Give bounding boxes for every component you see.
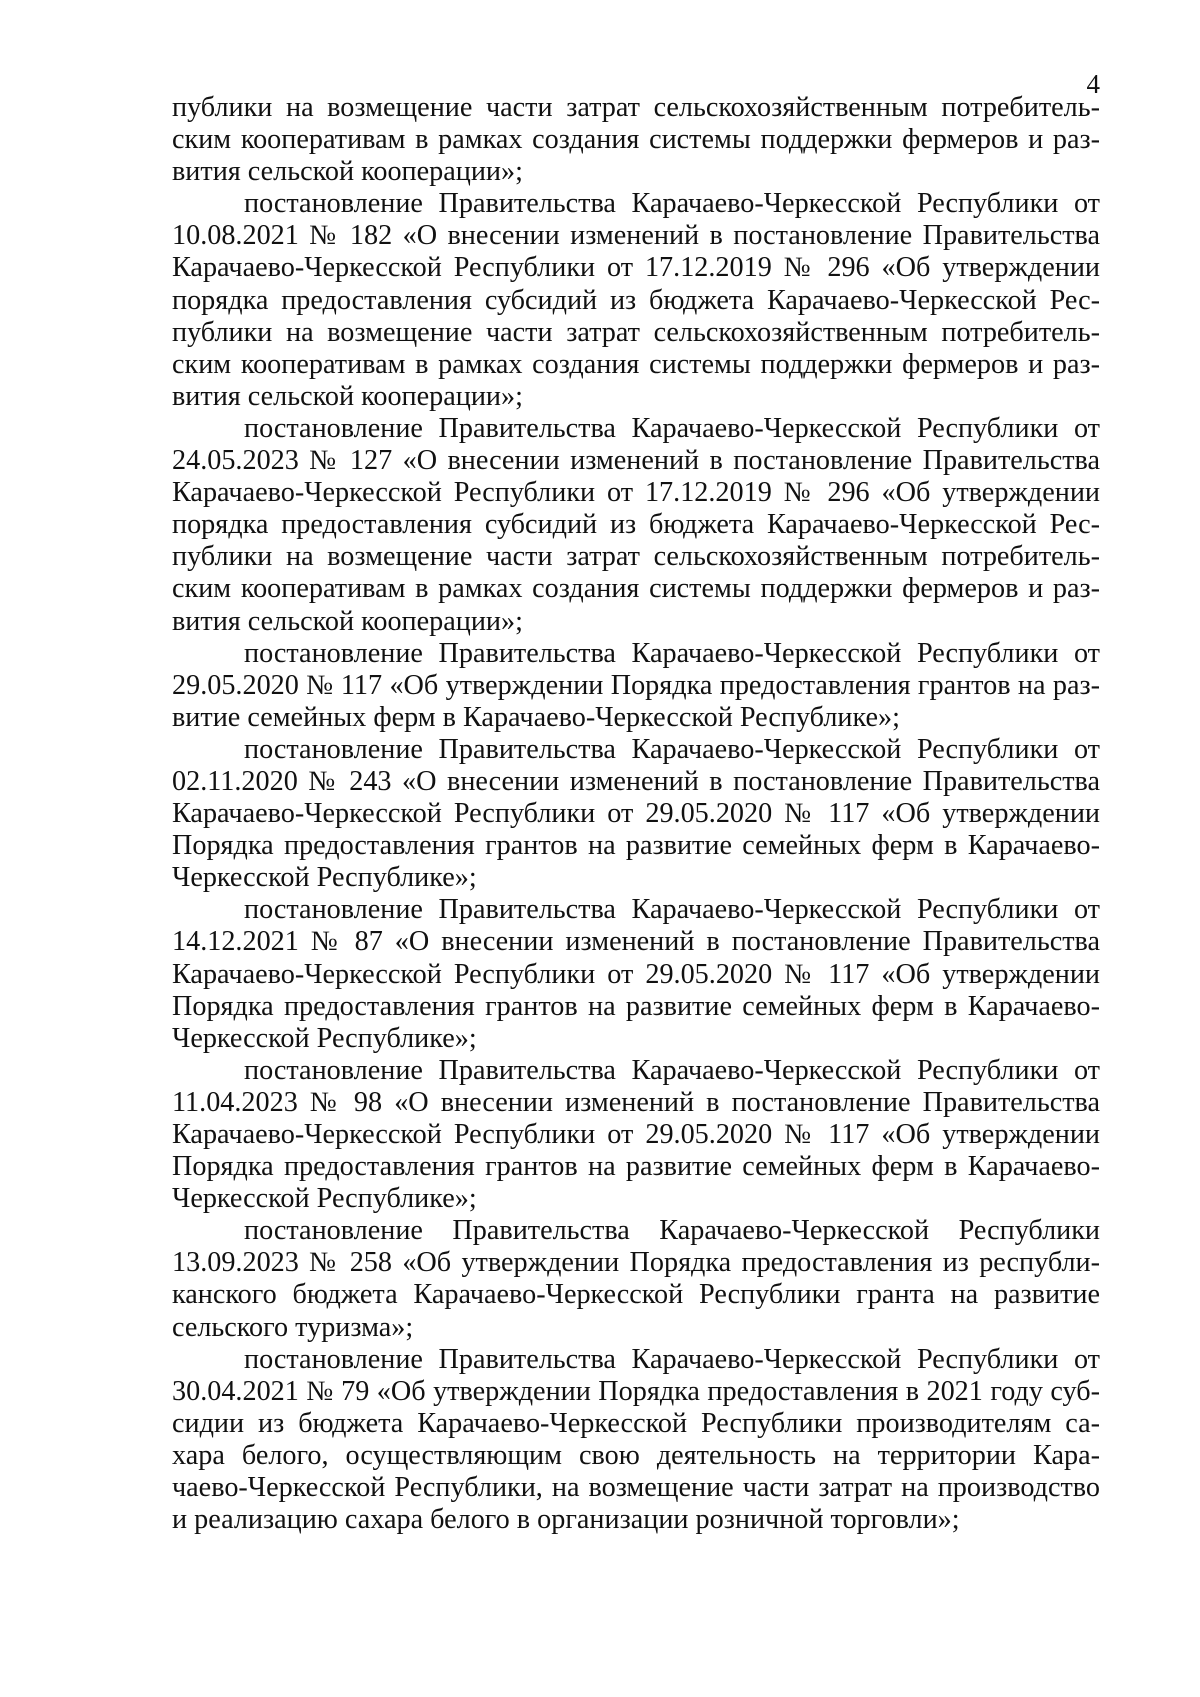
text-line: постановление Правительства Карачаево-Черкесской Республики от [244,733,1100,765]
text-line: порядка предоставления субсидий из бюджета Карачаево-Черкесской Рес- [172,284,1100,316]
text-line: ским кооперативам в рамках создания системы поддержки фермеров и раз- [172,573,1100,605]
text-line: постановление Правительства Карачаево-Черкесской Республики от [244,894,1100,926]
text-line: Порядка предоставления грантов на развитие семейных ферм в Карачаево- [172,1151,1100,1183]
text-line: ским кооперативам в рамках создания системы поддержки фермеров и раз- [172,124,1100,156]
text-line: постановление Правительства Карачаево-Черкесской Республики от [244,188,1100,220]
text-line: публики на возмещение части затрат сельскохозяйственным потребитель- [172,541,1100,573]
document-body [172,92,1100,1536]
text-line: 14.12.2021 № 87 «О внесении изменений в постановление Правительства [172,926,1100,958]
text-line: вития сельской кооперации»; [172,156,523,188]
text-line: сидии из бюджета Карачаево-Черкесской Республики производителям са- [172,1407,1100,1439]
text-line: Черкесской Республике»; [172,1022,477,1054]
text-line: 02.11.2020 № 243 «О внесении изменений в постановление Правительства [172,765,1100,797]
text-line: Черкесской Республике»; [172,862,477,894]
text-line: канского бюджета Карачаево-Черкесской Республики гранта на развитие [172,1279,1100,1311]
text-line: вития сельской кооперации»; [172,380,523,412]
page-number: 4 [1086,69,1100,99]
text-line: хара белого, осуществляющим свою деятельность на территории Кара- [172,1439,1100,1471]
text-line: постановление Правительства Карачаево-Черкесской Республики от [244,412,1100,444]
text-line: витие семейных ферм в Карачаево-Черкесской Республике»; [172,701,900,733]
text-line: постановление Правительства Карачаево-Черкесской Республики от [244,637,1100,669]
text-line: постановление Правительства Карачаево-Черкесской Республики от [244,1343,1100,1375]
text-line: Карачаево-Черкесской Республики от 29.05.2020 № 117 «Об утверждении [172,798,1100,830]
text-line: порядка предоставления субсидий из бюджета Карачаево-Черкесской Рес- [172,509,1100,541]
text-line: Карачаево-Черкесской Республики от 29.05.2020 № 117 «Об утверждении [172,958,1100,990]
text-line: публики на возмещение части затрат сельскохозяйственным потребитель- [172,92,1100,123]
text-line: 10.08.2021 № 182 «О внесении изменений в постановление Правительства [172,220,1100,252]
text-line: чаево-Черкесской Республики, на возмещение части затрат на производство [172,1472,1100,1504]
text-line: публики на возмещение части затрат сельскохозяйственным потребитель- [172,316,1100,348]
text-line: вития сельской кооперации»; [172,605,523,637]
text-line: Карачаево-Черкесской Республики от 29.05.2020 № 117 «Об утверждении [172,1119,1100,1150]
text-line: ским кооперативам в рамках создания системы поддержки фермеров и раз- [172,348,1100,380]
text-line: 13.09.2023 № 258 «Об утверждении Порядка предоставления из республи- [172,1247,1100,1279]
text-line: Черкесской Республике»; [172,1183,477,1215]
text-line: 11.04.2023 № 98 «О внесении изменений в постановление Правительства [172,1086,1100,1118]
text-line: Порядка предоставления грантов на развитие семейных ферм в Карачаево- [172,830,1100,862]
text-line: Карачаево-Черкесской Республики от 17.12.2019 № 296 «Об утверждении [172,477,1100,509]
text-line: постановление Правительства Карачаево-Черкесской Республики от [244,1054,1100,1086]
text-line: и реализацию сахара белого в организации розничной торговли»; [172,1504,960,1536]
text-line: Карачаево-Черкесской Республики от 17.12.2019 № 296 «Об утверждении [172,252,1100,284]
text-line: 30.04.2021 № 79 «Об утверждении Порядка предоставления в 2021 году суб- [172,1375,1100,1407]
text-line: сельского туризма»; [172,1311,414,1343]
text-line: 24.05.2023 № 127 «О внесении изменений в постановление Правительства [172,445,1100,477]
text-line: постановление Правительства Карачаево-Черкесской Республики [244,1215,1100,1247]
text-line: Порядка предоставления грантов на развитие семейных ферм в Карачаево- [172,990,1100,1022]
text-line: 29.05.2020 № 117 «Об утверждении Порядка предоставления грантов на раз- [172,669,1100,701]
